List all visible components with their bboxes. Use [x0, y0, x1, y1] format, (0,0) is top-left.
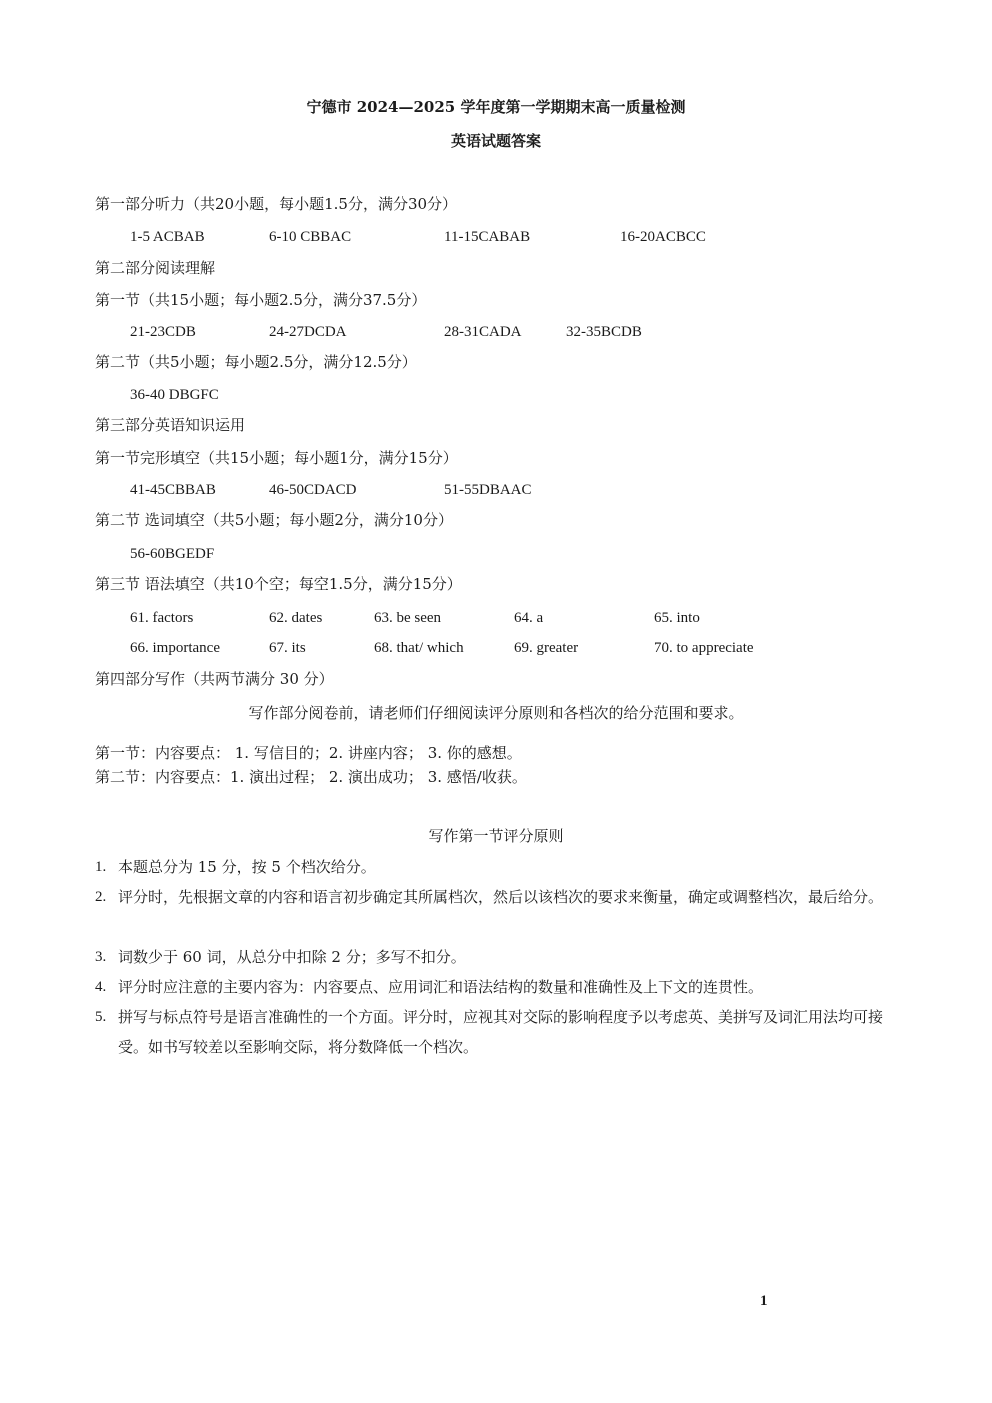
rule-number: 2.	[95, 889, 107, 905]
answer-item: 68. that/ which	[374, 640, 464, 656]
document-subtitle: 英语试题答案	[450, 132, 541, 150]
answer-item: 69. greater	[514, 640, 579, 656]
part3-sec1-heading: 第一节完形填空（共15小题；每小题1分，满分15分）	[95, 449, 458, 467]
part3-sec3-heading: 第三节 语法填空（共10个空；每空1.5分，满分15分）	[95, 575, 462, 593]
rule-text: 拼写与标点符号是语言准确性的一个方面。评分时，应视其对交际的影响程度予以考虑英、美拼写及词汇用法均可接受。如书写较差以至影响交际，将分数降低一个档次。	[118, 1008, 884, 1056]
rule-number: 5.	[95, 1009, 107, 1025]
part1-heading: 第一部分听力（共20小题，每小题1.5分，满分30分）	[95, 195, 458, 213]
rule-item	[95, 972, 901, 1002]
answer-item: 67. its	[269, 640, 306, 656]
rule-text: 评分时，先根据文章的内容和语言初步确定其所属档次，然后以该档次的要求来衡量，确定或调整档次，最后给分。	[118, 888, 884, 906]
part4-heading: 第四部分写作（共两节满分 30 分）	[95, 670, 334, 688]
page-number: 1	[760, 1293, 768, 1309]
answer-group: 16-20ACBCC	[620, 229, 706, 245]
rule-item	[95, 852, 901, 882]
answer-item: 65. into	[654, 610, 700, 626]
rule-item	[95, 882, 901, 912]
answer-group: 11-15CABAB	[444, 229, 531, 245]
rule-text: 本题总分为 15 分，按 5 个档次给分。	[118, 858, 376, 876]
part3-sec2-heading: 第二节 选词填空（共5小题；每小题2分，满分10分）	[95, 511, 453, 529]
rule-number: 1.	[95, 859, 107, 875]
sec2-content-points: 第二节：内容要点：1. 演出过程； 2. 演出成功； 3. 感悟/收获。	[95, 768, 527, 786]
answer-group: 32-35BCDB	[566, 324, 642, 340]
answer-group: 24-27DCDA	[269, 324, 347, 340]
rule-number: 3.	[95, 949, 107, 965]
marking-note: 写作部分阅卷前，请老师们仔细阅读评分原则和各档次的给分范围和要求。	[248, 704, 744, 722]
answer-group: 1-5 ACBAB	[130, 229, 205, 245]
rule-text: 词数少于 60 词，从总分中扣除 2 分；多写不扣分。	[118, 948, 466, 966]
answer-group: 46-50CDACD	[269, 482, 357, 498]
answer-item: 62. dates	[269, 610, 323, 626]
answer-group: 56-60BGEDF	[130, 546, 215, 562]
answer-item: 66. importance	[130, 640, 220, 656]
answer-group: 21-23CDB	[130, 324, 196, 340]
answer-group: 51-55DBAAC	[444, 482, 532, 498]
sec1-content-points: 第一节：内容要点： 1. 写信目的；2. 讲座内容； 3. 你的感想。	[95, 744, 522, 762]
rule-number: 4.	[95, 979, 107, 995]
answer-group: 36-40 DBGFC	[130, 387, 219, 403]
part2-sec1-heading: 第一节（共15小题；每小题2.5分，满分37.5分）	[95, 291, 427, 309]
answer-item: 61. factors	[130, 610, 194, 626]
answer-group: 6-10 CBBAC	[269, 229, 352, 245]
rule-text: 评分时应注意的主要内容为：内容要点、应用词汇和语法结构的数量和准确性及上下文的连贯性。	[118, 978, 764, 996]
answer-group: 28-31CADA	[444, 324, 522, 340]
rules-heading: 写作第一节评分原则	[428, 827, 564, 845]
part2-sec2-heading: 第二节（共5小题；每小题2.5分，满分12.5分）	[95, 353, 417, 371]
rule-item	[95, 1002, 901, 1062]
answer-item: 63. be seen	[374, 610, 442, 626]
answer-group: 41-45CBBAB	[130, 482, 216, 498]
part2-heading: 第二部分阅读理解	[95, 259, 216, 277]
document-title: 宁德市 2024—2025 学年度第一学期期末高一质量检测	[306, 98, 686, 116]
answer-item: 64. a	[514, 610, 544, 626]
rule-item	[95, 942, 901, 972]
answer-item: 70. to appreciate	[654, 640, 754, 656]
part3-heading: 第三部分英语知识运用	[95, 416, 246, 434]
